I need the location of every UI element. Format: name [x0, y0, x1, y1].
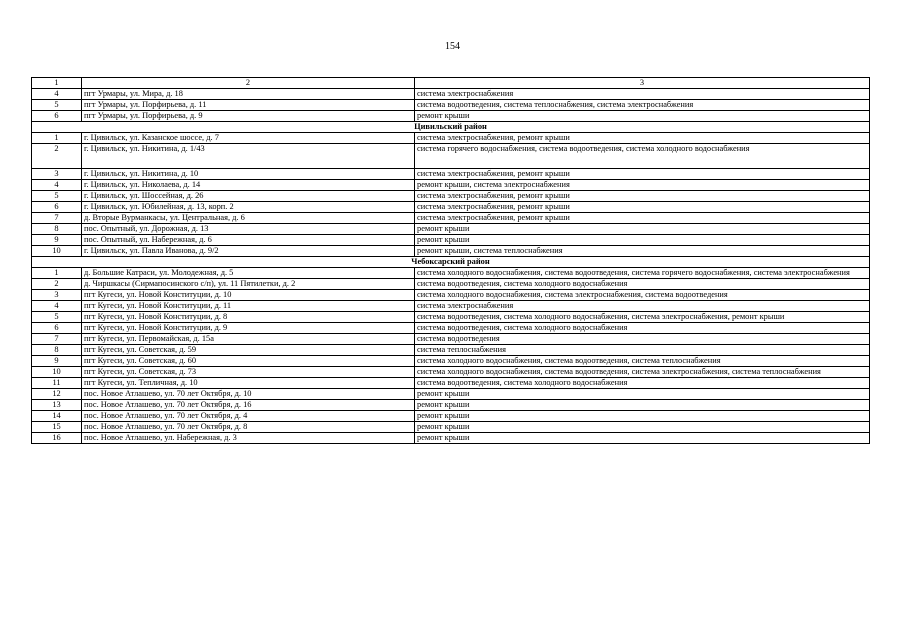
repair-table [31, 77, 870, 444]
table-row [32, 202, 870, 213]
table-row [32, 235, 870, 246]
row-work: система водоотведения, система холодного водоснабжения [415, 323, 870, 334]
row-address: пгт Кугеси, ул. Советская, д. 73 [82, 367, 415, 378]
table-row [32, 411, 870, 422]
row-address: г. Цивильск, ул. Шоссейная, д. 26 [82, 191, 415, 202]
row-address: г. Цивильск, ул. Никитина, д. 1/43 [82, 144, 415, 169]
row-number: 16 [32, 433, 82, 444]
row-work: система холодного водоснабжения, система водоотведения, система электроснабжения, система теплоснабжения [415, 367, 870, 378]
row-work: ремонт крыши [415, 389, 870, 400]
table-row [32, 224, 870, 235]
table-row [32, 334, 870, 345]
row-number: 3 [32, 290, 82, 301]
row-number: 10 [32, 246, 82, 257]
table-header-row [32, 78, 870, 89]
row-number: 12 [32, 389, 82, 400]
table-row [32, 422, 870, 433]
header-col-1: 1 [32, 78, 82, 89]
row-work: система водоотведения, система теплоснабжения, система электроснабжения [415, 100, 870, 111]
table-row [32, 301, 870, 312]
row-address: пос. Новое Атлашево, ул. 70 лет Октября, д. 8 [82, 422, 415, 433]
table-row [32, 279, 870, 290]
table-row [32, 144, 870, 169]
row-work: система водоотведения [415, 334, 870, 345]
row-address: пос. Опытный, ул. Дорожная, д. 13 [82, 224, 415, 235]
district-title: Чебоксарский район [32, 257, 870, 268]
row-work: система электроснабжения, ремонт крыши [415, 213, 870, 224]
row-address: пос. Новое Атлашево, ул. Набережная, д. 3 [82, 433, 415, 444]
row-number: 8 [32, 345, 82, 356]
row-number: 13 [32, 400, 82, 411]
row-work: система холодного водоснабжения, система электроснабжения, система водоотведения [415, 290, 870, 301]
table-row [32, 290, 870, 301]
header-col-3: 3 [415, 78, 870, 89]
row-number: 6 [32, 202, 82, 213]
row-work: система холодного водоснабжения, система водоотведения, система теплоснабжения [415, 356, 870, 367]
table-body [32, 78, 870, 444]
row-work: система горячего водоснабжения, система водоотведения, система холодного водоснабжения [415, 144, 870, 169]
district-title: Цивильский район [32, 122, 870, 133]
table-row [32, 367, 870, 378]
table-row [32, 400, 870, 411]
row-work: система электроснабжения, ремонт крыши [415, 202, 870, 213]
row-work: система водоотведения, система холодного водоснабжения [415, 378, 870, 389]
row-work: ремонт крыши [415, 400, 870, 411]
row-work: ремонт крыши [415, 411, 870, 422]
row-address: пгт Кугеси, ул. Советская, д. 60 [82, 356, 415, 367]
table-row [32, 111, 870, 122]
row-address: пгт Урмары, ул. Порфирьева, д. 11 [82, 100, 415, 111]
table-row [32, 312, 870, 323]
row-work: система водоотведения, система холодного водоснабжения, система электроснабжения, ремонт крыши [415, 312, 870, 323]
row-work: система холодного водоснабжения, система водоотведения, система горячего водоснабжения, система электроснабжения [415, 268, 870, 279]
row-address: пгт Кугеси, ул. Советская, д. 59 [82, 345, 415, 356]
row-work: система электроснабжения [415, 301, 870, 312]
row-number: 5 [32, 312, 82, 323]
row-number: 2 [32, 144, 82, 169]
row-number: 15 [32, 422, 82, 433]
row-work: система электроснабжения, ремонт крыши [415, 133, 870, 144]
row-address: пос. Новое Атлашево, ул. 70 лет Октября, д. 16 [82, 400, 415, 411]
row-number: 14 [32, 411, 82, 422]
table-row [32, 356, 870, 367]
table-row [32, 191, 870, 202]
row-work: ремонт крыши, система электроснабжения [415, 180, 870, 191]
district-row [32, 122, 870, 133]
row-work: ремонт крыши, система теплоснабжения [415, 246, 870, 257]
header-col-2: 2 [82, 78, 415, 89]
row-address: пгт Кугеси, ул. Новой Конституции, д. 8 [82, 312, 415, 323]
row-number: 2 [32, 279, 82, 290]
table-row [32, 180, 870, 191]
row-address: д. Большие Катраси, ул. Молодежная, д. 5 [82, 268, 415, 279]
table-row [32, 389, 870, 400]
row-work: ремонт крыши [415, 433, 870, 444]
row-address: пгт Кугеси, ул. Первомайская, д. 15а [82, 334, 415, 345]
row-work: система теплоснабжения [415, 345, 870, 356]
table-row [32, 100, 870, 111]
row-work: система электроснабжения, ремонт крыши [415, 191, 870, 202]
row-address: пос. Новое Атлашево, ул. 70 лет Октября, д. 10 [82, 389, 415, 400]
row-address: г. Цивильск, ул. Казанское шоссе, д. 7 [82, 133, 415, 144]
row-number: 4 [32, 89, 82, 100]
row-number: 1 [32, 268, 82, 279]
row-address: пгт Урмары, ул. Мира, д. 18 [82, 89, 415, 100]
row-number: 6 [32, 323, 82, 334]
row-work: ремонт крыши [415, 235, 870, 246]
row-address: пгт Кугеси, ул. Новой Конституции, д. 9 [82, 323, 415, 334]
row-address: пос. Новое Атлашево, ул. 70 лет Октября, д. 4 [82, 411, 415, 422]
page-number: 154 [445, 41, 460, 52]
row-address: д. Чиршкасы (Сирмапосинского с/п), ул. 11 Пятилетки, д. 2 [82, 279, 415, 290]
table-row [32, 268, 870, 279]
row-number: 9 [32, 235, 82, 246]
district-row [32, 257, 870, 268]
row-number: 8 [32, 224, 82, 235]
row-number: 7 [32, 213, 82, 224]
row-number: 6 [32, 111, 82, 122]
row-address: пос. Опытный, ул. Набережная, д. 6 [82, 235, 415, 246]
table-row [32, 323, 870, 334]
row-address: пгт Урмары, ул. Порфирьева, д. 9 [82, 111, 415, 122]
row-number: 4 [32, 180, 82, 191]
row-number: 10 [32, 367, 82, 378]
row-number: 11 [32, 378, 82, 389]
table-row [32, 246, 870, 257]
row-number: 5 [32, 191, 82, 202]
table-row [32, 133, 870, 144]
row-work: система электроснабжения [415, 89, 870, 100]
row-address: г. Цивильск, ул. Николаева, д. 14 [82, 180, 415, 191]
row-address: пгт Кугеси, ул. Тепличная, д. 10 [82, 378, 415, 389]
row-number: 3 [32, 169, 82, 180]
table-row [32, 378, 870, 389]
row-address: пгт Кугеси, ул. Новой Конституции, д. 10 [82, 290, 415, 301]
row-number: 7 [32, 334, 82, 345]
row-address: д. Вторые Вурманкасы, ул. Центральная, д. 6 [82, 213, 415, 224]
row-address: г. Цивильск, ул. Павла Иванова, д. 9/2 [82, 246, 415, 257]
row-address: г. Цивильск, ул. Юбилейная, д. 13, корп. 2 [82, 202, 415, 213]
row-work: ремонт крыши [415, 422, 870, 433]
table-row [32, 89, 870, 100]
row-work: система водоотведения, система холодного водоснабжения [415, 279, 870, 290]
row-work: ремонт крыши [415, 111, 870, 122]
table-row [32, 345, 870, 356]
row-number: 5 [32, 100, 82, 111]
row-address: пгт Кугеси, ул. Новой Конституции, д. 11 [82, 301, 415, 312]
row-work: ремонт крыши [415, 224, 870, 235]
table-row [32, 213, 870, 224]
table-row [32, 433, 870, 444]
row-work: система электроснабжения, ремонт крыши [415, 169, 870, 180]
table-row [32, 169, 870, 180]
row-number: 1 [32, 133, 82, 144]
row-address: г. Цивильск, ул. Никитина, д. 10 [82, 169, 415, 180]
row-number: 4 [32, 301, 82, 312]
row-number: 9 [32, 356, 82, 367]
